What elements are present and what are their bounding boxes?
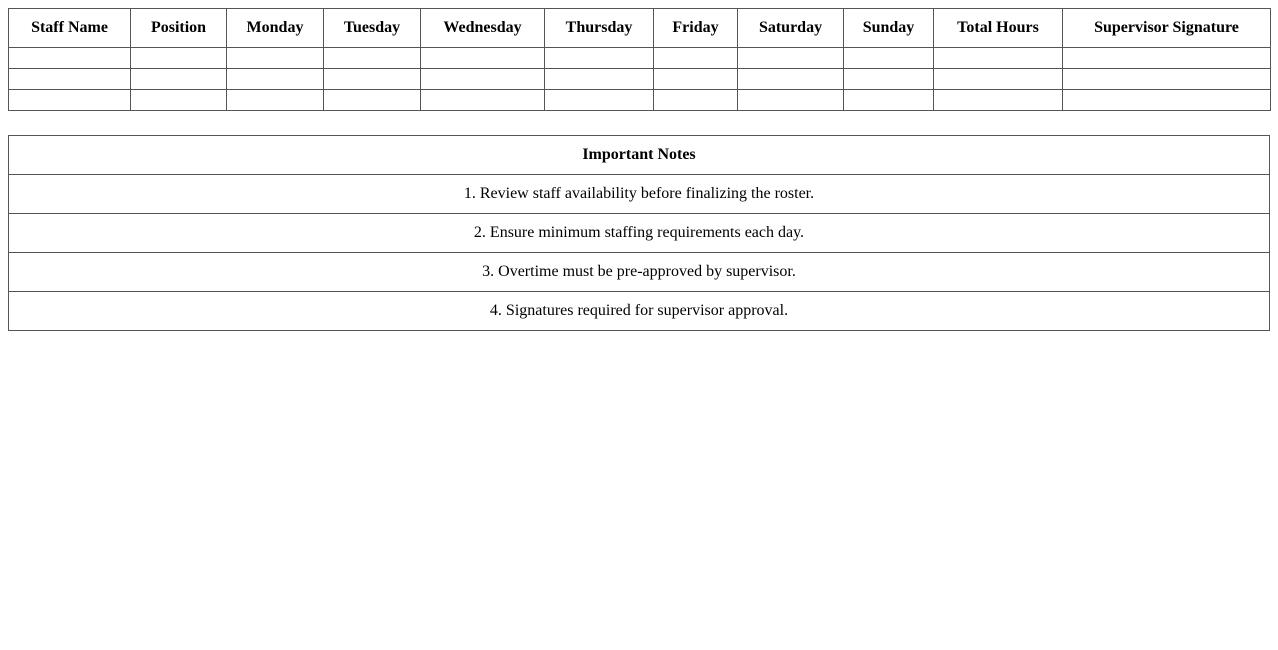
header-friday: Friday (654, 9, 738, 48)
header-supervisor-signature: Supervisor Signature (1063, 9, 1271, 48)
cell-wednesday[interactable] (421, 69, 545, 90)
table-row (9, 90, 1271, 111)
cell-friday[interactable] (654, 90, 738, 111)
cell-supervisor-signature[interactable] (1063, 48, 1271, 69)
notes-header-row (9, 136, 1270, 175)
notes-table (8, 135, 1270, 331)
cell-friday[interactable] (654, 69, 738, 90)
cell-position[interactable] (131, 90, 227, 111)
cell-sunday[interactable] (844, 90, 934, 111)
list-item (9, 292, 1270, 331)
note-item: 1. Review staff availability before finalizing the roster. (9, 175, 1270, 214)
cell-total-hours[interactable] (934, 48, 1063, 69)
header-total-hours: Total Hours (934, 9, 1063, 48)
note-item: 4. Signatures required for supervisor approval. (9, 292, 1270, 331)
cell-sunday[interactable] (844, 69, 934, 90)
cell-monday[interactable] (227, 69, 324, 90)
header-staff-name: Staff Name (9, 9, 131, 48)
cell-total-hours[interactable] (934, 69, 1063, 90)
cell-thursday[interactable] (545, 90, 654, 111)
cell-saturday[interactable] (738, 48, 844, 69)
table-row (9, 48, 1271, 69)
cell-tuesday[interactable] (324, 69, 421, 90)
cell-wednesday[interactable] (421, 48, 545, 69)
cell-position[interactable] (131, 69, 227, 90)
note-item: 2. Ensure minimum staffing requirements each day. (9, 214, 1270, 253)
cell-tuesday[interactable] (324, 90, 421, 111)
header-tuesday: Tuesday (324, 9, 421, 48)
cell-sunday[interactable] (844, 48, 934, 69)
cell-monday[interactable] (227, 48, 324, 69)
header-monday: Monday (227, 9, 324, 48)
list-item (9, 175, 1270, 214)
header-thursday: Thursday (545, 9, 654, 48)
list-item (9, 214, 1270, 253)
list-item (9, 253, 1270, 292)
roster-table (8, 8, 1271, 111)
cell-saturday[interactable] (738, 69, 844, 90)
cell-position[interactable] (131, 48, 227, 69)
header-position: Position (131, 9, 227, 48)
cell-staff-name[interactable] (9, 90, 131, 111)
cell-total-hours[interactable] (934, 90, 1063, 111)
cell-friday[interactable] (654, 48, 738, 69)
cell-tuesday[interactable] (324, 48, 421, 69)
cell-staff-name[interactable] (9, 48, 131, 69)
table-row (9, 69, 1271, 90)
header-saturday: Saturday (738, 9, 844, 48)
roster-header-row (9, 9, 1271, 48)
header-sunday: Sunday (844, 9, 934, 48)
cell-staff-name[interactable] (9, 69, 131, 90)
cell-wednesday[interactable] (421, 90, 545, 111)
cell-monday[interactable] (227, 90, 324, 111)
cell-supervisor-signature[interactable] (1063, 90, 1271, 111)
cell-thursday[interactable] (545, 69, 654, 90)
note-item: 3. Overtime must be pre-approved by supervisor. (9, 253, 1270, 292)
header-wednesday: Wednesday (421, 9, 545, 48)
cell-thursday[interactable] (545, 48, 654, 69)
cell-saturday[interactable] (738, 90, 844, 111)
cell-supervisor-signature[interactable] (1063, 69, 1271, 90)
notes-title: Important Notes (9, 136, 1270, 175)
